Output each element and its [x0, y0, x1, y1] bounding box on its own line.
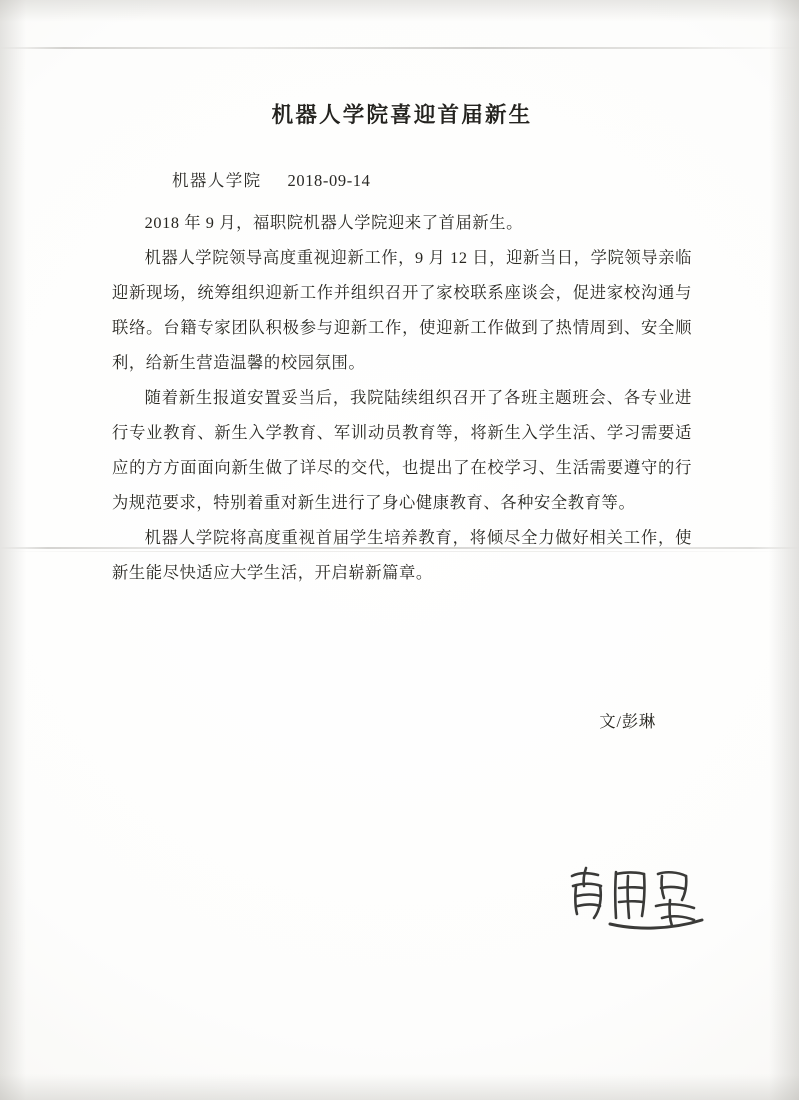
byline-date: 2018-09-14 — [287, 171, 371, 190]
paragraph-1: 2018 年 9 月，福职院机器人学院迎来了首届新生。 — [144, 213, 524, 232]
document-content — [112, 0, 692, 732]
page-title: 机器人学院喜迎首届新生 — [271, 103, 533, 128]
handwritten-signature — [566, 862, 706, 932]
paragraph-2: 机器人学院领导高度重视迎新工作，9 月 12 日，迎新当日，学院领导亲临迎新现场，统筹组织迎新工作并组织召开了家校联系座谈会，促进家校沟通与联络。台籍专家团队积极参与迎新工作，使迎新工作做到了热情周到、安全顺利，给新生营造温馨的校园氛围。 — [112, 248, 692, 372]
page-edge-shadow-bottom — [0, 1074, 799, 1100]
paragraph-3: 随着新生报道安置妥当后，我院陆续组织召开了各班主题班会、各专业进行专业教育、新生入学教育、军训动员教育等，将新生入学生活、学习需要适应的方方面面向新生做了详尽的交代，也提出了在校学习、生活需要遵守的行为规范要求，特别着重对新生进行了身心健康教育、各种安全教育等。 — [112, 388, 692, 512]
byline — [112, 167, 692, 191]
author-credit: 文/彭琳 — [599, 712, 656, 731]
page-edge-shadow-left — [0, 0, 26, 1100]
paragraph-4: 机器人学院将高度重视首届学生培养教育，将倾尽全力做好相关工作，使新生能尽快适应大学生活，开启崭新篇章。 — [112, 528, 692, 582]
page-edge-shadow-right — [769, 0, 799, 1100]
byline-source: 机器人学院 — [172, 171, 262, 190]
body-text — [112, 205, 692, 590]
